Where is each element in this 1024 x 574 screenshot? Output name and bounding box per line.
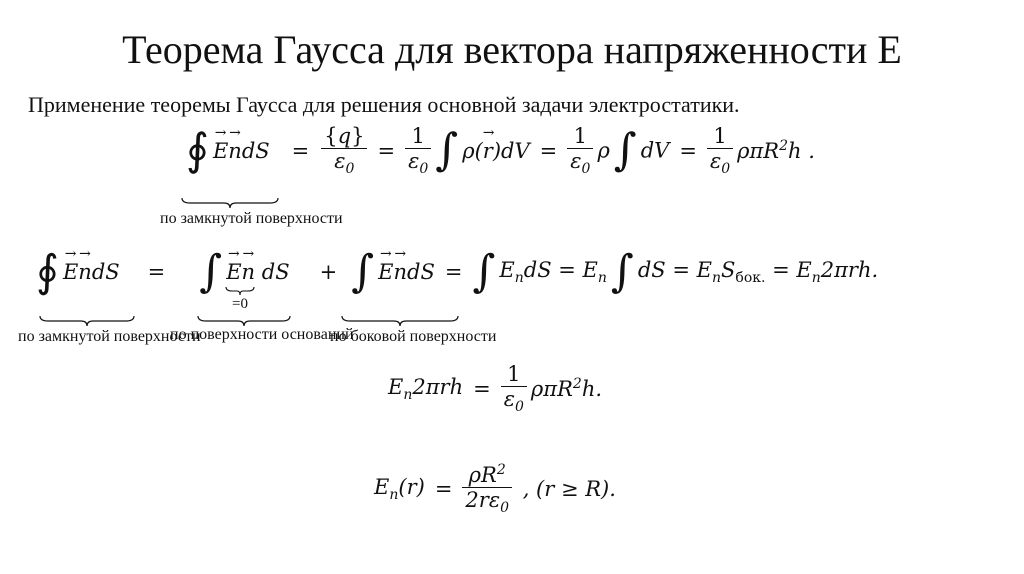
- underbrace-2: [38, 314, 136, 328]
- label-closed-surface-1: по замкнутой поверхности: [160, 210, 343, 227]
- label-side-surface: по боковой поверхности: [330, 328, 497, 345]
- label-zero: =0: [232, 296, 248, 312]
- page-title: [0, 26, 1024, 74]
- label-base-surfaces: по поверхности оснований: [170, 326, 354, 343]
- underbrace-1: [180, 196, 280, 210]
- underbrace-4: [340, 314, 460, 328]
- fraction-q-eps: $\frac{\{q\}}{\varepsilon_0}$: [321, 124, 367, 177]
- equation-2: ∮ E →n →dS = ∫ E →n → dS + ∫ E →n →dS = ∫ $E_ndS = E_n$ ∫ dS = $E_nS_{бок.} = E_n2\pi rh$.: [36, 250, 878, 294]
- equation-4: $E_n(r)$ = $\frac{\rho R^2}{2r\varepsilon_0}$ , (r ≥ R).: [374, 462, 616, 517]
- label-closed-surface-2: по замкнутой поверхности: [18, 328, 201, 345]
- title-text: Теорема Гаусса для вектора напряженности E: [122, 27, 902, 72]
- equation-1: ∮ E →n →dS = $\frac{\{q\}}{\varepsilon_0}$ = $\frac{1}{\varepsilon_0}$ ∫ ρ(r →)dV = $\frac{1}{\varepsilon_0}$ ρ ∫ dV = $\frac{1}{\varepsilon_0}$ ρπR$^2$h .: [186, 124, 815, 177]
- subtitle: Применение теоремы Гаусса для решения основной задачи электростатики.: [28, 92, 740, 117]
- equation-3: $E_n2\pi rh$ = $\frac{1}{\varepsilon_0}$ ρπR$^2$h.: [388, 362, 603, 416]
- contour-integral-icon: ∮: [186, 124, 209, 176]
